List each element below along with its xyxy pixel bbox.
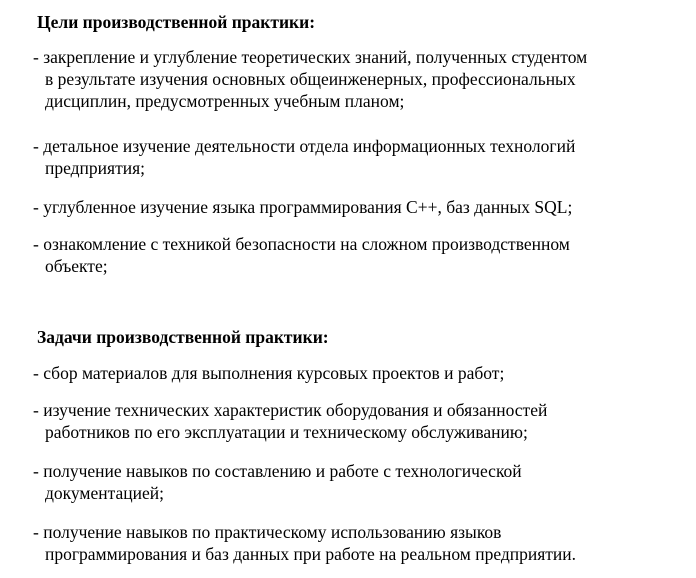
- tasks-item-1-line-1: - сбор материалов для выполнения курсовых проектов и работ;: [33, 363, 505, 383]
- tasks-item-2-line-2: работников по его эксплуатации и техническому обслуживанию;: [45, 422, 528, 442]
- goals-item-3-line-1: - углубленное изучение языка программирования С++, баз данных SQL;: [33, 197, 573, 217]
- tasks-heading: Задачи производственной практики:: [37, 327, 329, 347]
- tasks-item-3-line-1: - получение навыков по составлению и работе с технологической: [33, 461, 522, 481]
- goals-item-1-line-1: - закрепление и углубление теоретических знаний, полученных студентом: [33, 47, 588, 67]
- tasks-item-3: [33, 460, 688, 504]
- goals-item-4: [33, 233, 688, 277]
- goals-item-1: [33, 46, 688, 112]
- goals-item-2-line-2: предприятия;: [45, 158, 146, 178]
- tasks-item-1: [33, 362, 688, 384]
- tasks-item-2-line-1: - изучение технических характеристик оборудования и обязанностей: [33, 400, 548, 420]
- tasks-item-4: [33, 521, 688, 565]
- tasks-item-2: [33, 399, 688, 443]
- goals-item-1-line-3: дисциплин, предусмотренных учебным планом;: [45, 91, 405, 111]
- goals-item-1-line-2: в результате изучения основных общеинженерных, профессиональных: [45, 69, 576, 89]
- goals-item-4-line-2: объекте;: [45, 256, 108, 276]
- goals-item-2-line-1: - детальное изучение деятельности отдела информационных технологий: [33, 136, 576, 156]
- tasks-item-4-line-1: - получение навыков по практическому использованию языков: [33, 522, 502, 542]
- tasks-item-3-line-2: документацией;: [45, 483, 164, 503]
- goals-item-2: [33, 135, 688, 179]
- goals-item-3: [33, 196, 688, 218]
- tasks-item-4-line-2: программирования и баз данных при работе на реальном предприятии.: [45, 544, 577, 564]
- goals-heading: Цели производственной практики:: [37, 12, 316, 32]
- goals-item-4-line-1: - ознакомление с техникой безопасности на сложном производственном: [33, 234, 570, 254]
